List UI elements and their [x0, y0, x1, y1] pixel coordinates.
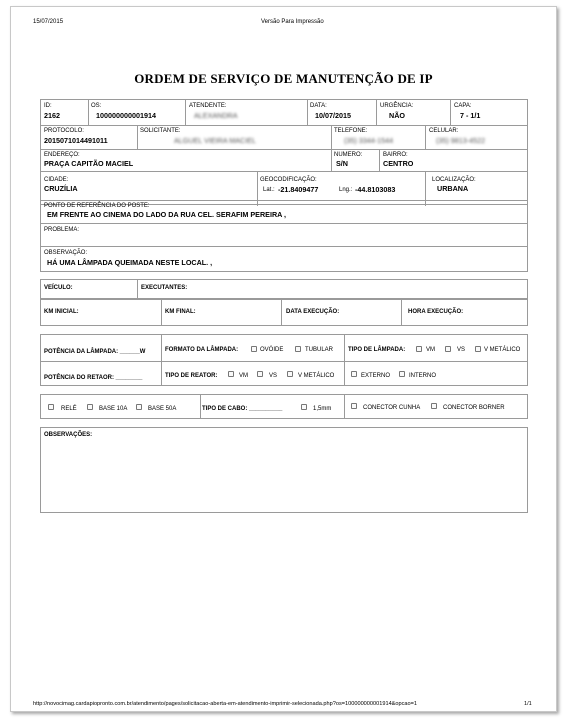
problema-label: PROBLEMA: [44, 227, 80, 233]
potencia-reator-label[interactable]: POTÊNCIA DO RETAOR: ________ [44, 375, 143, 381]
solicitante-value: ALGUEL VIEIRA MACIEL [174, 136, 257, 145]
print-date: 15/07/2015 [33, 19, 64, 25]
tipo-lampada-label: TIPO DE LÂMPADA: [348, 347, 406, 353]
executantes-label: EXECUTANTES: [141, 285, 188, 291]
rele-label: RELÉ [61, 406, 77, 412]
page-title: ORDEM DE SERVIÇO DE MANUTENÇÃO DE IP [134, 71, 433, 86]
lat-value: -21.8409477 [278, 185, 319, 194]
solicitante-label: SOLICITANTE: [140, 128, 181, 134]
telefone-label: TELEFONE: [334, 128, 368, 134]
lng-label: Lng.: [339, 187, 353, 193]
protocolo-value: 2015071014491011 [44, 136, 108, 145]
lampada-vm-checkbox[interactable] [416, 346, 422, 352]
tipo-reator-label: TIPO DE REATOR: [165, 373, 218, 379]
lampada-vmetalico-label: V METÁLICO [484, 347, 521, 353]
potencia-lampada-label[interactable]: POTÊNCIA DA LÂMPADA: ______W [44, 349, 146, 355]
mm-label: 1,5mm [313, 406, 332, 412]
lampada-vs-checkbox[interactable] [445, 346, 451, 352]
protocolo-label: PROTOCOLO: [44, 128, 84, 134]
celular-label: CELULAR: [429, 128, 459, 134]
print-page [10, 6, 557, 712]
capa-value: 7 - 1/1 [460, 111, 481, 120]
observacoes-label: OBSERVAÇÕES: [44, 432, 93, 438]
lat-label: Lat.: [263, 187, 275, 193]
reator-vmetalico-label: V METÁLICO [298, 373, 335, 379]
telefone-value: (35) 3344-1544 [344, 136, 394, 145]
bairro-value: CENTRO [383, 159, 414, 168]
capa-label: CAPA: [454, 103, 472, 109]
footer-page: 1/1 [524, 701, 532, 707]
os-label: OS: [91, 103, 102, 109]
tipo-cabo-label[interactable]: TIPO DE CABO: __________ [202, 406, 283, 412]
reator-vm-label: VM [239, 373, 248, 379]
observacoes-block[interactable] [40, 427, 528, 513]
base50-label: BASE 50A [148, 406, 177, 412]
ovoide-label: OVÓIDE [260, 347, 284, 353]
cidade-value: CRUZÍLIA [44, 184, 78, 193]
externo-label: EXTERNO [361, 373, 391, 379]
referencia-value: EM FRENTE AO CINEMA DO LADO DA RUA CEL. SERAFIM PEREIRA , [47, 210, 287, 219]
celular-value: (35) 9813-4522 [436, 136, 486, 145]
atendente-label: ATENDENTE: [189, 103, 227, 109]
interno-checkbox[interactable] [399, 371, 405, 377]
reator-vs-checkbox[interactable] [257, 371, 263, 377]
lampada-vs-label: VS [457, 347, 466, 353]
formato-lampada-label: FORMATO DA LÂMPADA: [165, 347, 239, 353]
atendente-value: ALEXANDRA [194, 111, 238, 120]
externo-checkbox[interactable] [351, 371, 357, 377]
mm-checkbox[interactable] [301, 404, 307, 410]
km-final-label: KM FINAL: [165, 309, 196, 315]
lampada-vm-label: VM [426, 347, 435, 353]
conector-borner-label: CONECTOR BORNER [443, 405, 505, 411]
conector-cunha-checkbox[interactable] [351, 403, 357, 409]
urgencia-value: NÃO [389, 111, 405, 120]
veiculo-label: VEÍCULO: [44, 285, 73, 291]
base10-checkbox[interactable] [87, 404, 93, 410]
bairro-label: BAIRRO: [383, 152, 408, 158]
cidade-label: CIDADE: [44, 177, 69, 183]
footer-url: http://novocimag.cardapiopronto.com.br/atendimento/pages/solicitacao-aberta-em-atendimento-imprimir-selecionada.php?os=100000000001914&opcao=1 [33, 701, 418, 707]
endereco-label: ENDEREÇO: [44, 152, 80, 158]
lampada-vmetalico-checkbox[interactable] [475, 346, 481, 352]
interno-label: INTERNO [409, 373, 436, 379]
base10-label: BASE 10A [99, 406, 128, 412]
reator-vmetalico-checkbox[interactable] [287, 371, 293, 377]
tubular-label: TUBULAR [305, 347, 334, 353]
conector-cunha-label: CONECTOR CUNHA [363, 405, 421, 411]
referencia-label: PONTO DE REFERÊNCIA DO POSTE: [44, 203, 150, 209]
reator-vs-label: VS [269, 373, 278, 379]
observacao-label: OBSERVAÇÃO: [44, 250, 88, 256]
data-execucao-label: DATA EXECUÇÃO: [286, 309, 340, 315]
print-version-label: Versão Para Impressão [261, 19, 324, 25]
id-value: 2162 [44, 111, 60, 120]
numero-value: S/N [336, 159, 348, 168]
endereco-value: PRAÇA CAPITÃO MACIEL [44, 159, 134, 168]
geocodificacao-label: GEOCODIFICAÇÃO: [260, 177, 317, 183]
lng-value: -44.8103083 [355, 185, 396, 194]
hora-execucao-label: HORA EXECUÇÃO: [408, 309, 464, 315]
conector-borner-checkbox[interactable] [431, 403, 437, 409]
reator-vm-checkbox[interactable] [228, 371, 234, 377]
data-label: DATA: [310, 103, 327, 109]
km-inicial-label: KM INICIAL: [44, 309, 79, 315]
base50-checkbox[interactable] [136, 404, 142, 410]
tubular-checkbox[interactable] [295, 346, 301, 352]
localizacao-label: LOCALIZAÇÃO: [432, 177, 476, 183]
localizacao-value: URBANA [437, 184, 469, 193]
veiculo-block [40, 279, 528, 299]
rele-checkbox[interactable] [48, 404, 54, 410]
ovoide-checkbox[interactable] [251, 346, 257, 352]
numero-label: NUMERO: [334, 152, 363, 158]
observacao-value: HÁ UMA LÂMPADA QUEIMADA NESTE LOCAL. , [47, 258, 213, 267]
os-value: 100000000001914 [96, 111, 156, 120]
data-value: 10/07/2015 [315, 111, 351, 120]
urgencia-label: URGÊNCIA: [380, 103, 414, 109]
id-label: ID: [44, 103, 52, 109]
